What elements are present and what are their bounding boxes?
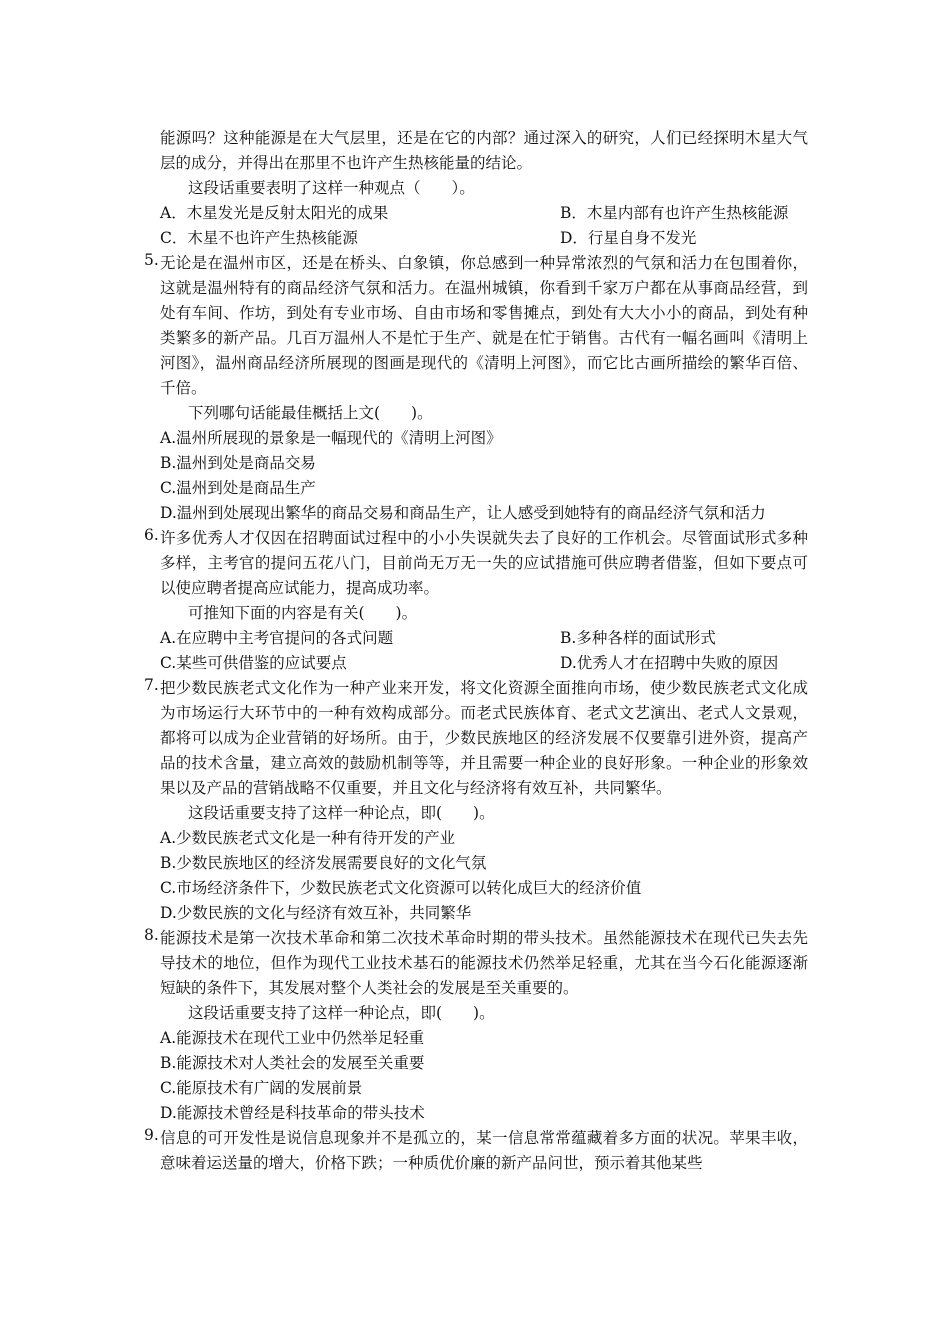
question-4-options-row-1 (160, 201, 808, 226)
question-8-option-a: A.能源技术在现代工业中仍然举足轻重 (160, 1029, 425, 1047)
question-6-option-d: D.优秀人才在招聘中失败的原因 (560, 654, 779, 672)
question-9-passage: 信息的可开发性是说信息现象并不是孤立的，某一信息常常蕴藏着多方面的状况。苹果丰收，意味着运送量的增大，价格下跌；一种质优价廉的新产品问世，预示着其他某些 (160, 1129, 808, 1172)
question-8 (144, 926, 808, 1126)
question-7-option-a: A.少数民族老式文化是一种有待开发的产业 (160, 829, 456, 847)
question-4-option-d: D．行星自身不发光 (560, 229, 697, 247)
question-7-passage: 把少数民族老式文化作为一种产业来开发，将文化资源全面推向市场，使少数民族老式文化成为市场运行大环节中的一种有效构成部分。而老式民族体育、老式文艺演出、老式人文景观，都将可以成为企业营销的好场所。由于，少数民族地区的经济发展不仅要靠引进外资，提高产品的技术含量，建立高效的鼓励机制等等，并且需要一种企业的良好形象。一种企业的形象效果以及产品的营销战略不仅重要，并且文化与经济将有效互补，共同繁华。 (160, 679, 808, 797)
question-6-number: 6. (144, 526, 159, 544)
question-6-options-row-1 (160, 626, 808, 651)
question-6-options-row-2 (160, 651, 808, 676)
question-8-passage: 能源技术是第一次技术革命和第二次技术革命时期的带头技术。虽然能源技术在现代已失去先导技术的地位，但作为现代工业技术基石的能源技术仍然举足轻重，尤其在当今石化能源逐渐短缺的条件下，其发展对整个人类社会的发展是至关重要的。 (160, 929, 808, 997)
question-5-option-a: A.温州所展现的景象是一幅现代的《清明上河图》 (160, 429, 502, 447)
question-7-stem: 这段话重要支持了这样一种论点，即( )。 (188, 804, 495, 822)
question-5-option-b: B.温州到处是商品交易 (160, 454, 316, 472)
question-7-option-d: D.少数民族的文化与经济有效互补，共同繁华 (160, 904, 472, 922)
question-7-option-b: B.少数民族地区的经济发展需要良好的文化气氛 (160, 854, 487, 872)
question-5 (144, 251, 808, 526)
question-7-number: 7. (144, 676, 159, 694)
question-8-number: 8. (144, 926, 159, 944)
document-page (144, 126, 808, 1176)
question-6 (144, 526, 808, 676)
question-6-option-b: B.多种各样的面试形式 (560, 629, 716, 647)
question-4-options-row-2 (160, 226, 808, 251)
question-8-option-d: D.能源技术曾经是科技革命的带头技术 (160, 1104, 425, 1122)
question-4 (160, 126, 808, 251)
question-6-option-c: C.某些可供借鉴的应试要点 (160, 654, 347, 672)
question-5-option-c: C.温州到处是商品生产 (160, 479, 316, 497)
question-8-stem: 这段话重要支持了这样一种论点，即( )。 (188, 1004, 495, 1022)
question-9-number: 9. (144, 1126, 159, 1144)
question-4-passage: 能源吗？这种能源是在大气层里，还是在它的内部？通过深入的研究，人们已经探明木星大气层的成分，并得出在那里不也许产生热核能量的结论。 (160, 129, 808, 172)
question-6-passage: 许多优秀人才仅因在招聘面试过程中的小小失误就失去了良好的工作机会。尽管面试形式多种多样，主考官的提问五花八门，目前尚无万无一失的应试措施可供应聘者借鉴，但如下要点可以使应聘者提高应试能力，提高成功率。 (160, 529, 808, 597)
question-4-option-a: A．木星发光是反射太阳光的成果 (160, 204, 389, 222)
question-5-option-d: D.温州到处展现出繁华的商品交易和商品生产，让人感受到她特有的商品经济气氛和活力 (160, 504, 766, 522)
question-7-option-c: C.市场经济条件下，少数民族老式文化资源可以转化成巨大的经济价值 (160, 879, 642, 897)
question-6-option-a: A.在应聘中主考官提问的各式问题 (160, 629, 394, 647)
question-5-passage: 无论是在温州市区，还是在桥头、白象镇，你总感到一种异常浓烈的气氛和活力在包围着你，这就是温州特有的商品经济气氛和活力。在温州城镇，你看到千家万户都在从事商品经营，到处有车间、作坊，到处有专业市场、自由市场和零售摊点，到处有大大小小的商品，到处有种类繁多的新产品。几百万温州人不是忙于生产、就是在忙于销售。古代有一幅名画叫《清明上河图》，温州商品经济所展现的图画是现代的《清明上河图》，而它比古画所描绘的繁华百倍、千倍。 (160, 254, 808, 397)
question-5-stem: 下列哪句话能最佳概括上文( )。 (188, 404, 433, 422)
question-8-option-b: B.能源技术对人类社会的发展至关重要 (160, 1054, 425, 1072)
question-7 (144, 676, 808, 926)
question-8-option-c: C.能原技术有广阔的发展前景 (160, 1079, 363, 1097)
question-9 (144, 1126, 808, 1176)
question-6-stem: 可推知下面的内容是有关( )。 (188, 604, 418, 622)
question-4-stem: 这段话重要表明了这样一种观点（ ）。 (188, 179, 475, 197)
question-5-number: 5. (144, 251, 159, 269)
question-4-option-c: C．木星不也许产生热核能源 (160, 229, 358, 247)
question-4-option-b: B．木星内部有也许产生热核能源 (560, 204, 789, 222)
